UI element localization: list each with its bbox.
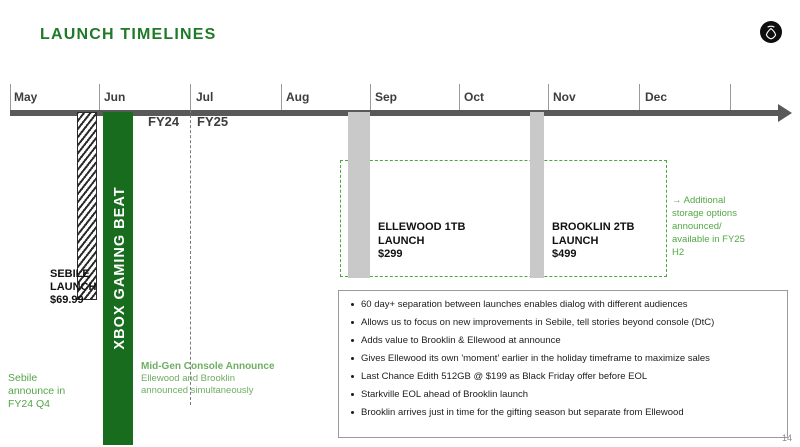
- midgen-title: Mid-Gen Console Announce: [141, 361, 275, 372]
- tick-mark: [370, 84, 371, 110]
- ellewood-name-line1: ELLEWOOD 1TB: [378, 221, 466, 233]
- storage-options-note: → Additional storage options announced/ available in FY25 H2: [672, 195, 745, 258]
- ellewood-launch-bar: [348, 112, 370, 278]
- sebile-announce-note: [8, 372, 94, 411]
- month-label-jun: Jun: [104, 90, 126, 104]
- month-label-nov: Nov: [553, 90, 576, 104]
- month-label-oct: Oct: [464, 90, 485, 104]
- brooklin-price: $499: [552, 248, 577, 260]
- month-label-dec: Dec: [645, 90, 668, 104]
- sebile-announce-line2: announce in: [8, 385, 66, 397]
- midgen-console-announce-note: [141, 361, 281, 397]
- brooklin-launch-label: [552, 221, 672, 262]
- brooklin-name-line1: BROOKLIN 2TB: [552, 221, 635, 233]
- list-item: Starkville EOL ahead of Brooklin launch: [349, 389, 777, 401]
- ellewood-launch-label: [378, 221, 498, 262]
- tick-mark: [548, 84, 549, 110]
- list-item: Last Chance Edith 512GB @ $199 as Black Friday offer before EOL: [349, 371, 777, 383]
- xbox-gaming-beat-label: XBOX GAMING BEAT: [112, 186, 128, 350]
- list-item: Allows us to focus on new improvements in Sebile, tell stories beyond console (DtC): [349, 317, 777, 329]
- page-number: 14: [781, 433, 792, 443]
- rationale-list: [349, 299, 777, 419]
- xbox-gaming-beat-bar: [103, 112, 133, 445]
- brooklin-launch-bar: [530, 112, 544, 278]
- month-label-jul: Jul: [196, 90, 214, 104]
- brooklin-name-line2: LAUNCH: [552, 234, 599, 247]
- tick-mark: [99, 84, 100, 110]
- sebile-announce-line3: FY24 Q4: [8, 398, 51, 410]
- midgen-line2: announced simultaneously: [141, 385, 254, 396]
- rationale-panel: [338, 290, 788, 438]
- tick-mark: [730, 84, 731, 110]
- month-label-may: May: [14, 90, 38, 104]
- tick-mark: [10, 84, 11, 110]
- list-item: Brooklin arrives just in time for the gifting season but separate from Ellewood: [349, 407, 777, 419]
- sebile-announce-line1: Sebile: [8, 372, 38, 384]
- xbox-logo-icon: [760, 21, 782, 43]
- list-item: 60 day+ separation between launches enables dialog with different audiences: [349, 299, 777, 311]
- fiscal-year-fy25-label: FY25: [197, 114, 229, 129]
- tick-mark: [639, 84, 640, 110]
- month-label-sep: Sep: [375, 90, 398, 104]
- list-item: Adds value to Brooklin & Ellewood at announce: [349, 335, 777, 347]
- ellewood-name-line2: LAUNCH: [378, 234, 425, 247]
- fiscal-year-fy24-label: FY24: [148, 114, 180, 129]
- sebile-price: $69.99: [50, 294, 84, 306]
- tick-mark: [190, 84, 191, 110]
- ellewood-price: $299: [378, 248, 403, 260]
- tick-mark: [281, 84, 282, 110]
- page-title: LAUNCH TIMELINES: [40, 26, 217, 43]
- midgen-line1: Ellewood and Brooklin: [141, 373, 236, 384]
- sebile-name-line2: LAUNCH: [50, 281, 97, 293]
- sebile-name-line1: SEBILE: [50, 268, 90, 280]
- month-label-aug: Aug: [286, 90, 310, 104]
- list-item: Gives Ellewood its own 'moment' earlier in the holiday timeframe to maximize sales: [349, 353, 777, 365]
- tick-mark: [459, 84, 460, 110]
